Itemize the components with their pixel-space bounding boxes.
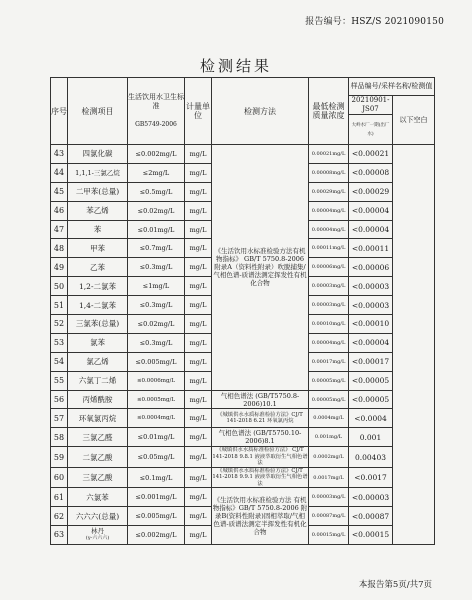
row-result: <0.00005 [349, 371, 393, 390]
sample-name: 大岭水厂一期(出厂水) [349, 115, 393, 145]
header-standard-title: 生活饮用水卫生标准 [128, 93, 184, 110]
row-no: 62 [51, 507, 68, 526]
row-limit: 0.00006mg/L [309, 258, 349, 277]
report-number: 报告编号：HSZ/S 2021090150 [305, 17, 444, 27]
row-limit: 0.00005mg/L [309, 390, 349, 409]
row-no: 55 [51, 371, 68, 390]
row-item: 三氯苯(总量) [68, 315, 128, 334]
row-result: <0.00003 [349, 488, 393, 507]
row-result: <0.00008 [349, 163, 393, 182]
row-item-name: 林丹 [91, 526, 104, 535]
row-unit: mg/L [185, 526, 212, 545]
row-standard: ≤0.3mg/L [128, 296, 185, 315]
row-item: 六六六(总量) [68, 507, 128, 526]
row-limit: 0.00003mg/L [309, 296, 349, 315]
row-result: <0.00006 [349, 258, 393, 277]
row-limit: 0.00029mg/L [309, 182, 349, 201]
page-footer: 本报告第5页/共7页 [358, 580, 432, 590]
row-result: <0.00004 [349, 201, 393, 220]
header-standard-code: GB5749-2006 [135, 121, 177, 128]
row-no: 60 [51, 467, 68, 488]
row-item: 氯乙烯 [68, 352, 128, 371]
header-blank: 以下空白 [393, 96, 435, 145]
row-limit: 0.00015mg/L [309, 526, 349, 545]
row-limit: 0.0004mg/L [309, 409, 349, 428]
row-no: 46 [51, 201, 68, 220]
row-no: 54 [51, 352, 68, 371]
row-standard: ≤0.002mg/L [128, 145, 185, 164]
row-standard: ≤0.1mg/L [128, 467, 185, 488]
row-limit: 0.00005mg/L [309, 371, 349, 390]
row-result: <0.0017 [349, 467, 393, 488]
row-result: 0.00403 [349, 447, 393, 468]
row-no: 49 [51, 258, 68, 277]
row-limit: 0.00004mg/L [309, 333, 349, 352]
row-result: <0.00003 [349, 296, 393, 315]
row-unit: mg/L [185, 315, 212, 334]
row-item: 乙苯 [68, 258, 128, 277]
row-no: 63 [51, 526, 68, 545]
header-unit: 计量单位 [185, 78, 212, 145]
row-unit: mg/L [185, 145, 212, 164]
row-unit: mg/L [185, 258, 212, 277]
row-unit: mg/L [185, 201, 212, 220]
row-no: 48 [51, 239, 68, 258]
row-limit: 0.00011mg/L [309, 239, 349, 258]
header-sample: 样品编号/采样名称/检测值 [349, 78, 435, 96]
row-unit: mg/L [185, 390, 212, 409]
row-unit: mg/L [185, 447, 212, 468]
row-limit: 0.00087mg/L [309, 507, 349, 526]
row-result: <0.00017 [349, 352, 393, 371]
row-standard: ≤2mg/L [128, 163, 185, 182]
table-row [51, 390, 435, 409]
row-item: 二氯乙酸 [68, 447, 128, 468]
row-no: 57 [51, 409, 68, 428]
header-standard [128, 78, 185, 145]
row-result: <0.00003 [349, 277, 393, 296]
sample-id: 20210901-JS07 [349, 96, 393, 115]
row-item: 三氯乙醛 [68, 428, 128, 447]
row-limit: 0.00003mg/L [309, 488, 349, 507]
row-item: 六氯苯 [68, 488, 128, 507]
row-item: 苯乙烯 [68, 201, 128, 220]
row-standard: ≤0.01mg/L [128, 220, 185, 239]
table-row [51, 145, 435, 164]
row-item-sub: (γ-六六六) [85, 534, 110, 541]
row-item: 三氯乙酸 [68, 467, 128, 488]
row-no: 56 [51, 390, 68, 409]
table-row [51, 467, 435, 488]
row-unit: mg/L [185, 220, 212, 239]
row-standard: ≤0.01mg/L [128, 428, 185, 447]
row-unit: mg/L [185, 333, 212, 352]
row-standard: ≤0.0005mg/L [128, 390, 185, 409]
row-item: 环氧氯丙烷 [68, 409, 128, 428]
row-item [68, 526, 128, 545]
row-item: 氯苯 [68, 333, 128, 352]
row-item: 甲苯 [68, 239, 128, 258]
row-result: <0.00021 [349, 145, 393, 164]
row-unit: mg/L [185, 296, 212, 315]
header-item: 检测项目 [68, 78, 128, 145]
row-result: <0.00011 [349, 239, 393, 258]
row-standard: ≤0.005mg/L [128, 352, 185, 371]
row-no: 44 [51, 163, 68, 182]
row-no: 53 [51, 333, 68, 352]
row-limit: 0.001mg/L [309, 428, 349, 447]
row-method: 气相色谱法 (GB/T5750.10-2006)8.1 [212, 428, 309, 447]
row-result: <0.0004 [349, 409, 393, 428]
row-limit: 0.00010mg/L [309, 315, 349, 334]
row-no: 58 [51, 428, 68, 447]
row-result: <0.00004 [349, 220, 393, 239]
row-standard: ≤0.005mg/L [128, 507, 185, 526]
row-unit: mg/L [185, 507, 212, 526]
row-standard: ≤0.02mg/L [128, 315, 185, 334]
blank-column [393, 145, 435, 545]
row-result: <0.00005 [349, 390, 393, 409]
row-standard: ≤0.05mg/L [128, 447, 185, 468]
row-item: 四氯化碳 [68, 145, 128, 164]
row-standard: ≤0.3mg/L [128, 333, 185, 352]
row-limit: 0.0002mg/L [309, 447, 349, 468]
row-no: 47 [51, 220, 68, 239]
row-standard: ≤0.0004mg/L [128, 409, 185, 428]
row-method: 《城镇供水水质标准检验方法》 CJ/T 141-2018 9.8.1 液液萃取衍生气相色谱法 [212, 447, 308, 467]
page-title: 检测结果 [199, 57, 272, 75]
row-limit: 0.00021mg/L [309, 145, 349, 164]
row-item: 二甲苯(总量) [68, 182, 128, 201]
results-table [50, 77, 435, 545]
row-standard: ≤0.002mg/L [128, 526, 185, 545]
row-limit: 0.00008mg/L [309, 163, 349, 182]
row-limit: 0.0017mg/L [309, 467, 349, 488]
row-standard: ≤0.3mg/L [128, 258, 185, 277]
row-unit: mg/L [185, 352, 212, 371]
row-method: 《城镇供水水质标准检验方法》CJ/T 141-2018 9.9.1 液液萃取衍生气相色谱法 [212, 467, 308, 487]
row-unit: mg/L [185, 182, 212, 201]
row-standard: ≤0.0006mg/L [128, 371, 185, 390]
row-standard: ≤0.02mg/L [128, 201, 185, 220]
row-limit: 0.00004mg/L [309, 201, 349, 220]
row-item: 1,1,1-三氯乙烷 [68, 163, 128, 182]
row-unit: mg/L [185, 163, 212, 182]
row-method: 气相色谱法 (GB/T5750.8-2006)10.1 [212, 390, 309, 409]
row-unit: mg/L [185, 239, 212, 258]
row-unit: mg/L [185, 428, 212, 447]
row-item: 1,2-二氯苯 [68, 277, 128, 296]
table-row [51, 447, 435, 468]
row-no: 61 [51, 488, 68, 507]
row-no: 52 [51, 315, 68, 334]
header-no: 序号 [51, 78, 68, 145]
row-method: 《生活饮用水标准检验方法有机物指标》 GB/T 5750.8-2006 附录A（资料性附录）吹脱捕集/气相色谱-质谱法测定挥发性有机化合物 [212, 145, 309, 391]
row-limit: 0.00004mg/L [309, 220, 349, 239]
row-method: 《生活饮用水标准检验方法 有机物指标》GB/T 5750.8-2006 附录B(资料性附录)固相萃取/气相色谱-质谱法测定半挥发性有机化合物 [212, 488, 309, 545]
row-result: <0.00004 [349, 333, 393, 352]
row-no: 45 [51, 182, 68, 201]
table-row [51, 488, 435, 507]
row-unit: mg/L [185, 409, 212, 428]
row-result: <0.00015 [349, 526, 393, 545]
row-result: <0.00087 [349, 507, 393, 526]
row-item: 丙烯酰胺 [68, 390, 128, 409]
table-row [51, 409, 435, 428]
row-unit: mg/L [185, 371, 212, 390]
header-method: 检测方法 [212, 78, 309, 145]
row-standard: ≤0.5mg/L [128, 182, 185, 201]
row-standard: ≤1mg/L [128, 277, 185, 296]
row-standard: ≤0.001mg/L [128, 488, 185, 507]
row-result: 0.001 [349, 428, 393, 447]
row-standard: ≤0.7mg/L [128, 239, 185, 258]
row-item: 1,4-二氯苯 [68, 296, 128, 315]
row-result: <0.00010 [349, 315, 393, 334]
header-limit: 最低检测质量浓度 [309, 78, 349, 145]
row-unit: mg/L [185, 467, 212, 488]
row-no: 50 [51, 277, 68, 296]
row-item: 苯 [68, 220, 128, 239]
row-unit: mg/L [185, 277, 212, 296]
row-no: 59 [51, 447, 68, 468]
row-limit: 0.00003mg/L [309, 277, 349, 296]
row-limit: 0.00017mg/L [309, 352, 349, 371]
row-item: 六氯丁二烯 [68, 371, 128, 390]
row-unit: mg/L [185, 488, 212, 507]
row-no: 43 [51, 145, 68, 164]
table-row [51, 428, 435, 447]
row-result: <0.00029 [349, 182, 393, 201]
row-no: 51 [51, 296, 68, 315]
row-method: 《城镇供水水质标准检验方法》CJ/T 141-2018 6.21 环氧氯丙烷 [212, 409, 309, 428]
